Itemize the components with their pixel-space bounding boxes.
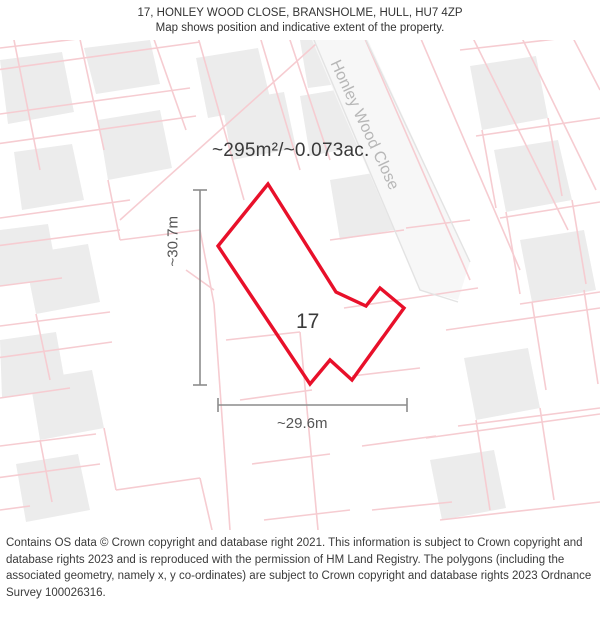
street-label-text: Honley Wood Close — [326, 57, 402, 193]
height-dimension-label: ~30.7m — [164, 216, 182, 267]
page-title: 17, HONLEY WOOD CLOSE, BRANSHOLME, HULL, HU7 4ZP — [137, 7, 463, 19]
map-vector — [0, 40, 600, 530]
plot-number-label: 17 — [296, 310, 320, 333]
area-label: ~295m²/~0.073ac. — [212, 140, 370, 161]
copyright-footer: Contains OS data © Crown copyright and database right 2021. This information is subject to Crown copyright and database rights 2023 and is reproduced with the permission of HM Land Registry. The polygons (including the associated geometry, namely x, y co-ordinates) are subject to Crown copyright and database rights 2023 Ordnance Survey 100026316. — [6, 537, 592, 599]
page-header — [0, 0, 600, 36]
width-dimension-label: ~29.6m — [277, 415, 328, 432]
map-canvas[interactable] — [0, 40, 600, 530]
page-subtitle: Map shows position and indicative extent of the property. — [155, 22, 445, 34]
